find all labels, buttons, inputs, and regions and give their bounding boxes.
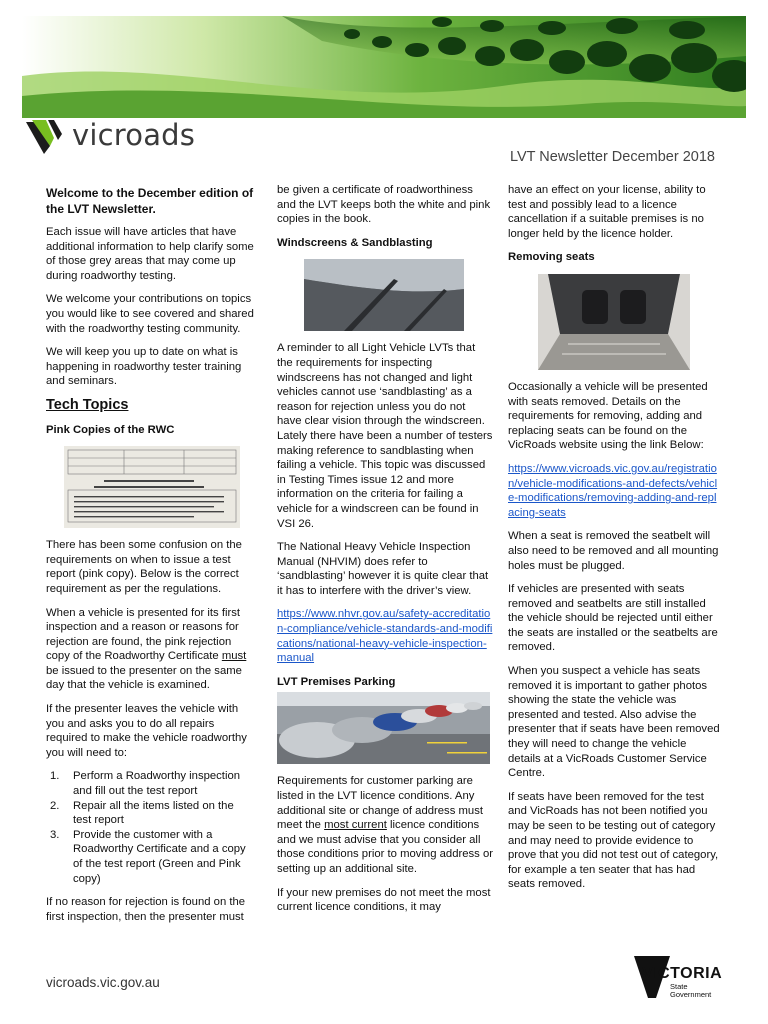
vicroads-link-paragraph (508, 462, 720, 520)
list-item: 3. Provide the customer with a Roadworthy Certificate and a copy of the test report (Green and Pink copy) (50, 828, 246, 885)
nhvr-link[interactable]: https://www.nhvr.gov.au/safety-accreditation-compliance/vehicle-standards-and-modifications/national-heavy-vehicle-inspection-manual (277, 608, 493, 665)
footer-website-url[interactable]: vicroads.vic.gov.au (46, 975, 160, 990)
welcome-heading: Welcome to the December edition of the LVT Newsletter. (46, 186, 254, 216)
paragraph: Requirements for customer parking are listed in the LVT licence conditions. Any additional site or change of address must meet the most current licence conditions and we must advise that you consider all those conditions prior to moving address or setting up an additional site. (277, 775, 494, 875)
paragraph: If your new premises do not meet the most current licence conditions, it may (277, 886, 491, 914)
windscreen-photo (304, 259, 464, 331)
column-1 (46, 185, 254, 933)
logo-wordmark: vicroads (72, 118, 196, 152)
paragraph: We will keep you up to date on what is happening in roadworthy tester training and seminars. (46, 346, 242, 388)
newsletter-title: LVT Newsletter December 2018 (510, 149, 715, 165)
paragraph: Occasionally a vehicle will be presented with seats removed. Details on the requirements for removing, adding and replacing seats can be found on the VicRoads website using the link Below: (508, 380, 708, 452)
repair-steps-list (46, 769, 254, 886)
paragraph: If vehicles are presented with seats removed and seatbelts are still installed the vehicle should be rejected until either the seats are installed or the seatbelts are removed. (508, 583, 718, 654)
parking-heading: LVT Premises Parking (277, 675, 396, 688)
list-item: 2. Repair all the items listed on the test report (50, 799, 234, 827)
paragraph: When you suspect a vehicle has seats removed it is important to gather photos showing the state the vehicle was presented and tested. Also advise the presenter that if seats have been removed they will need to change the vehicle details at a VicRoads Customer Service Centre. (508, 665, 720, 780)
paragraph: The National Heavy Vehicle Inspection Manual (NHVIM) does refer to ‘sandblasting’ however it is quite clear that it has to interfere with the driver’s view. (277, 541, 489, 597)
paragraph: We welcome your contributions on topics you would like to see covered and shared with the roadworthy testing community. (46, 293, 254, 335)
column-3 (508, 183, 720, 901)
emphasis-most-current: most current (324, 819, 387, 832)
victoria-wordmark: VICTORIA (642, 965, 723, 982)
parking-photo (277, 692, 490, 764)
list-item: 1. Perform a Roadworthy inspection and fill out the test report (50, 770, 241, 798)
paragraph: Each issue will have articles that have additional information to help clarify some of those grey areas that may come up during roadworthy testing. (46, 226, 254, 282)
emphasis-must: must (221, 650, 247, 663)
column-2 (277, 183, 493, 924)
vicroads-seats-link[interactable]: https://www.vicroads.vic.gov.au/registration/vehicle-modifications-and-defects/vehicle-modifications/removing-adding-and-replacing-seats (508, 462, 718, 519)
rwc-form-image (64, 446, 240, 528)
windscreens-heading: Windscreens & Sandblasting (277, 236, 433, 249)
removing-seats-heading: Removing seats (508, 251, 595, 264)
pink-copies-heading: Pink Copies of the RWC (46, 423, 175, 436)
header-banner-image (22, 16, 746, 118)
nhvr-link-paragraph (277, 607, 493, 665)
tech-topics-heading: Tech Topics (46, 396, 129, 413)
paragraph: When a vehicle is presented for its first inspection and a reason or reasons for rejection are found, the pink rejection copy of the Roadworthy Certificate must be issued to the presenter on the same day that the vehicle is examined. (46, 606, 247, 692)
paragraph: A reminder to all Light Vehicle LVTs that the requirements for inspecting windscreens has not changed and light vehicles cannot use ‘sandblasting’ as a reason for rejection unless you do not have clear vision through the windscreen. Lately there have been a number of testers making reference to sandblasting when failing a vehicle. This topic was discussed in Testing Times issue 12 and more information on the criteria for failing a vehicle for a windscreen can be found in VSI 26. (277, 342, 493, 530)
paragraph: There has been some confusion on the requirements on when to issue a test report (pink copy). Below is the correct requirement as per the regulations. (46, 539, 242, 595)
vicroads-logo (24, 116, 204, 160)
paragraph: When a seat is removed the seatbelt will also need to be removed and all mounting holes must be plugged. (508, 530, 719, 572)
paragraph: have an effect on your license, ability to test and possibly lead to a licence cancellation if a suitable premises is no longer held by the licence holder. (508, 184, 706, 240)
paragraph: If no reason for rejection is found on the first inspection, then the presenter must (46, 896, 246, 923)
paragraph: If the presenter leaves the vehicle with you and asks you to do all repairs required to make the vehicle roadworthy you will need to: (46, 703, 247, 759)
state-government-label: State Government (670, 982, 712, 999)
paragraph: be given a certificate of roadworthiness and the LVT keeps both the white and pink copies in the book. (277, 184, 491, 226)
van-interior-photo (538, 274, 690, 370)
paragraph: If seats have been removed for the test and VicRoads has not been notified you may be seen to be testing out of category and may need to provide evidence to prove that you did not test out of category, for example a ten seater that has had seats removed. (508, 790, 719, 891)
